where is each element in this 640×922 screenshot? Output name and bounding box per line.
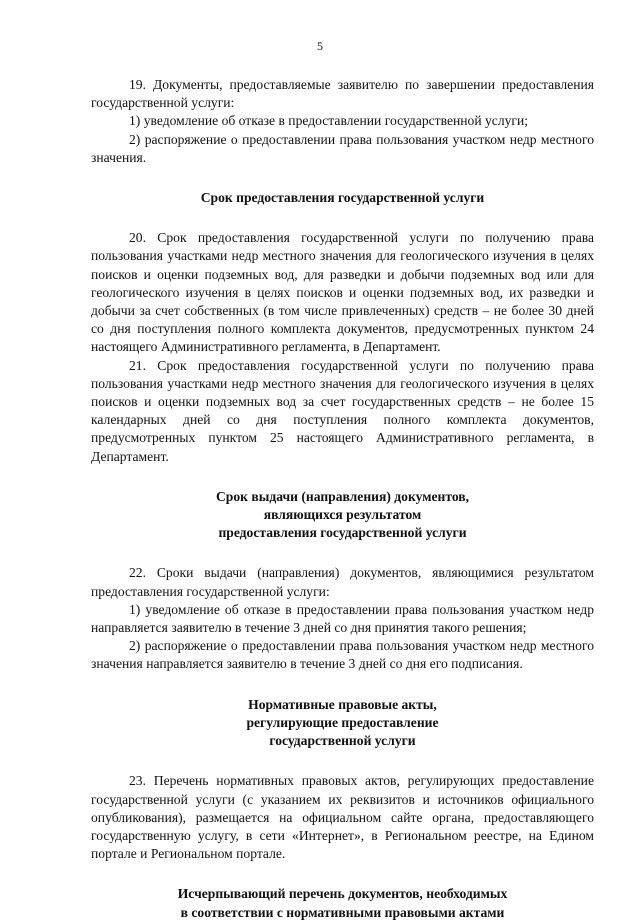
paragraph-20: 20. Срок предоставления государственной услуги по получению права пользования участками недр местного значения для геологического изучения в целях поисков и оценки подземных вод, для разведки и добычи подземных вод или для геологического изучения в целях поисков и оценки подземных вод, их разведки и добычи за счет собственных (в том числе привлеченных) средств – не более 30 дней со дня поступления полного комплекта документов, предусмотренных пунктом 24 настоящего Административного регламента, в Департамент. bbox=[91, 230, 594, 355]
paragraph-22-item-1: 1) уведомление об отказе в предоставлении права пользования участком недр направляется заявителю в течение 3 дней со дня принятия такого решения; bbox=[91, 601, 594, 636]
paragraph-21: 21. Срок предоставления государственной услуги по получению права пользования участками недр местного значения для геологического изучения в целях поисков и оценки подземных вод за счет государственных средств – не более 15 календарных дней со дня поступления полного комплекта документов, предусмотренных пунктом 25 настоящего Административного регламента, в Департамент. bbox=[91, 357, 594, 464]
paragraph-23: 23. Перечень нормативных правовых актов, регулирующих предоставление государственной услуги (с указанием их реквизитов и источников официального опубликования), размещается на официальном сайте органа, предоставляющего государственную услугу, в сети «Интернет», в Региональном реестре, на Едином портале и Региональном портале. bbox=[91, 773, 594, 862]
heading-line: предоставления государственной услуги bbox=[218, 525, 467, 541]
document-body bbox=[91, 76, 594, 922]
heading-line: Срок выдачи (направления) документов, bbox=[215, 488, 470, 504]
page-number: 5 bbox=[317, 39, 323, 53]
section-heading-acts bbox=[91, 696, 594, 751]
section-heading-documents bbox=[91, 885, 594, 921]
section-heading-term: Срок предоставления государственной услуги bbox=[200, 190, 485, 206]
paragraph-19-item-1: 1) уведомление об отказе в предоставлении государственной услуги; bbox=[129, 113, 529, 129]
heading-line: государственной услуги bbox=[269, 733, 416, 749]
paragraph-19-item-2: 2) распоряжение о предоставлении права пользования участком недр местного значения. bbox=[91, 131, 594, 165]
heading-line: Исчерпывающий перечень документов, необходимых bbox=[177, 886, 508, 902]
paragraph-22: 22. Сроки выдачи (направления) документов, являющимися результатом предоставления государственной услуги: bbox=[91, 565, 594, 599]
paragraph-19: 19. Документы, предоставляемые заявителю по завершении предоставления государственной услуги: bbox=[91, 77, 594, 111]
heading-line: в соответствии с нормативными правовыми актами bbox=[180, 904, 505, 920]
heading-line: регулирующие предоставление bbox=[246, 714, 439, 730]
heading-line: являющихся результатом bbox=[263, 507, 422, 523]
paragraph-22-item-2: 2) распоряжение о предоставлении права пользования участком недр местного значения направляется заявителю в течение 3 дней со дня его подписания. bbox=[91, 638, 594, 672]
heading-line: Нормативные правовые акты, bbox=[248, 696, 437, 712]
section-heading-issue bbox=[91, 488, 594, 543]
